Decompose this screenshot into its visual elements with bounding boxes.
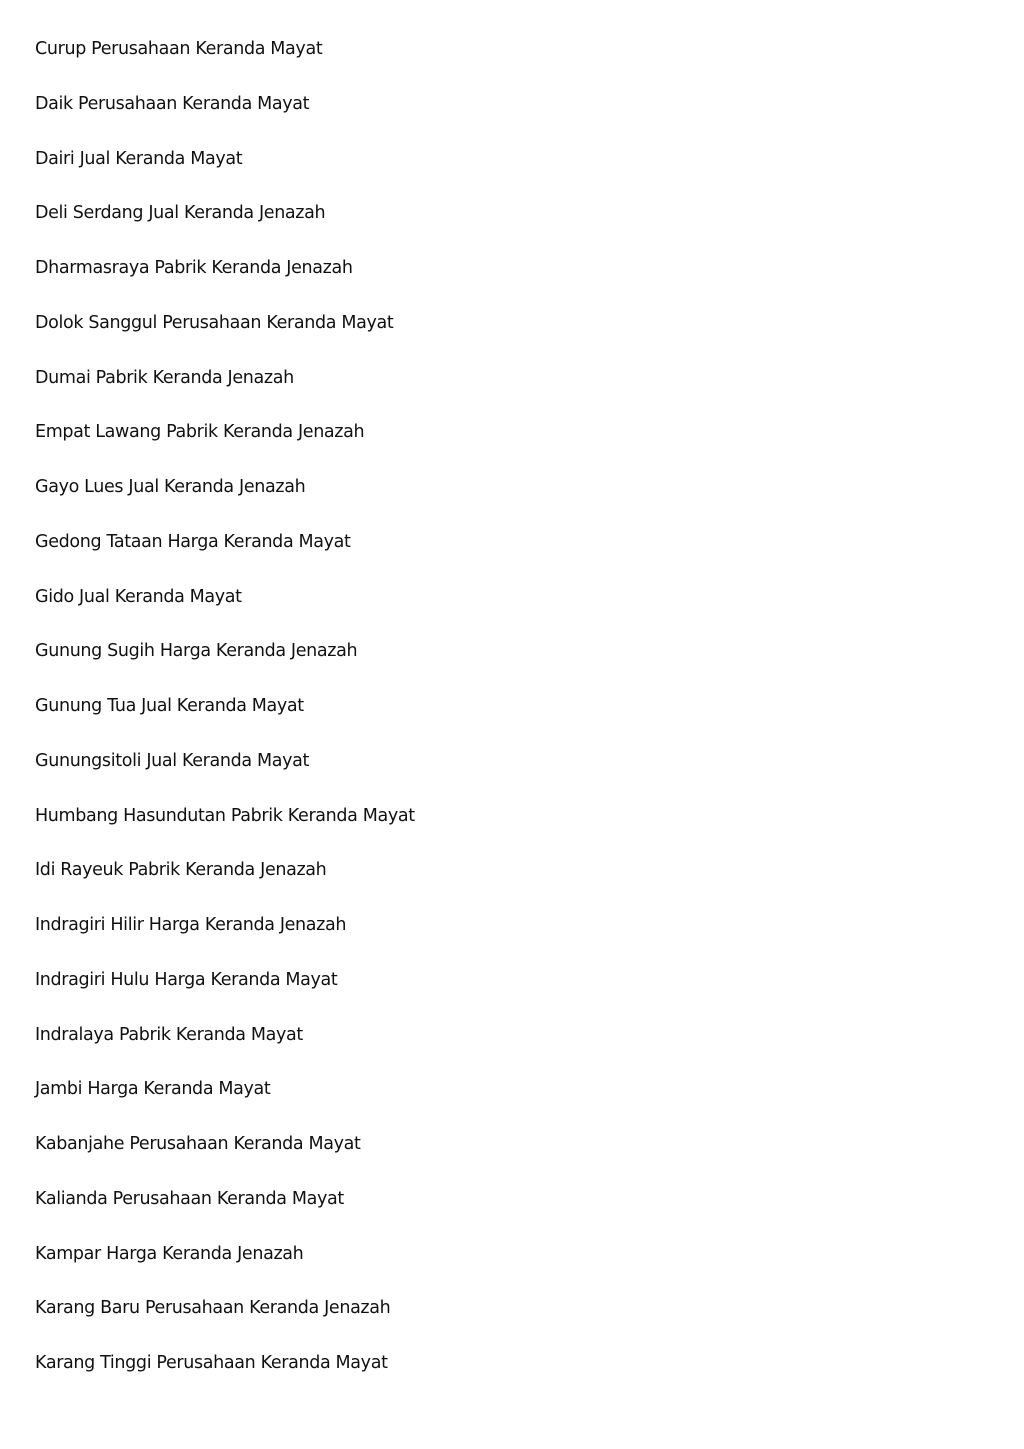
- list-item: Dumai Pabrik Keranda Jenazah: [35, 367, 294, 388]
- list-item: Curup Perusahaan Keranda Mayat: [35, 39, 323, 59]
- list-item: Indragiri Hilir Harga Keranda Jenazah: [35, 915, 347, 935]
- list-item: Gunungsitoli Jual Keranda Mayat: [35, 750, 309, 771]
- list-item: Dairi Jual Keranda Mayat: [35, 148, 243, 169]
- list-item: Empat Lawang Pabrik Keranda Jenazah: [35, 422, 365, 443]
- list-item: Karang Baru Perusahaan Keranda Jenazah: [35, 1298, 391, 1319]
- list-item: Indragiri Hulu Harga Keranda Mayat: [35, 969, 338, 990]
- list-item: Gayo Lues Jual Keranda Jenazah: [35, 477, 306, 497]
- list-item: Dolok Sanggul Perusahaan Keranda Mayat: [35, 312, 394, 333]
- list-item: Deli Serdang Jual Keranda Jenazah: [35, 203, 326, 224]
- location-list: [35, 34, 415, 1403]
- list-item: Daik Perusahaan Keranda Mayat: [35, 93, 310, 114]
- list-item: Kabanjahe Perusahaan Keranda Mayat: [35, 1134, 361, 1154]
- list-item: Indralaya Pabrik Keranda Mayat: [35, 1024, 303, 1045]
- list-item: Gunung Tua Jual Keranda Mayat: [35, 696, 304, 716]
- list-item: Karang Tinggi Perusahaan Keranda Mayat: [35, 1353, 388, 1373]
- list-item: Jambi Harga Keranda Mayat: [35, 1079, 271, 1100]
- list-item: Kampar Harga Keranda Jenazah: [35, 1243, 304, 1264]
- list-item: Dharmasraya Pabrik Keranda Jenazah: [35, 258, 353, 278]
- list-item: Idi Rayeuk Pabrik Keranda Jenazah: [35, 860, 327, 881]
- list-item: Gunung Sugih Harga Keranda Jenazah: [35, 641, 358, 662]
- list-item: Gedong Tataan Harga Keranda Mayat: [35, 531, 351, 552]
- list-item: Humbang Hasundutan Pabrik Keranda Mayat: [35, 805, 415, 826]
- list-item: Kalianda Perusahaan Keranda Mayat: [35, 1188, 344, 1209]
- list-item: Gido Jual Keranda Mayat: [35, 586, 242, 607]
